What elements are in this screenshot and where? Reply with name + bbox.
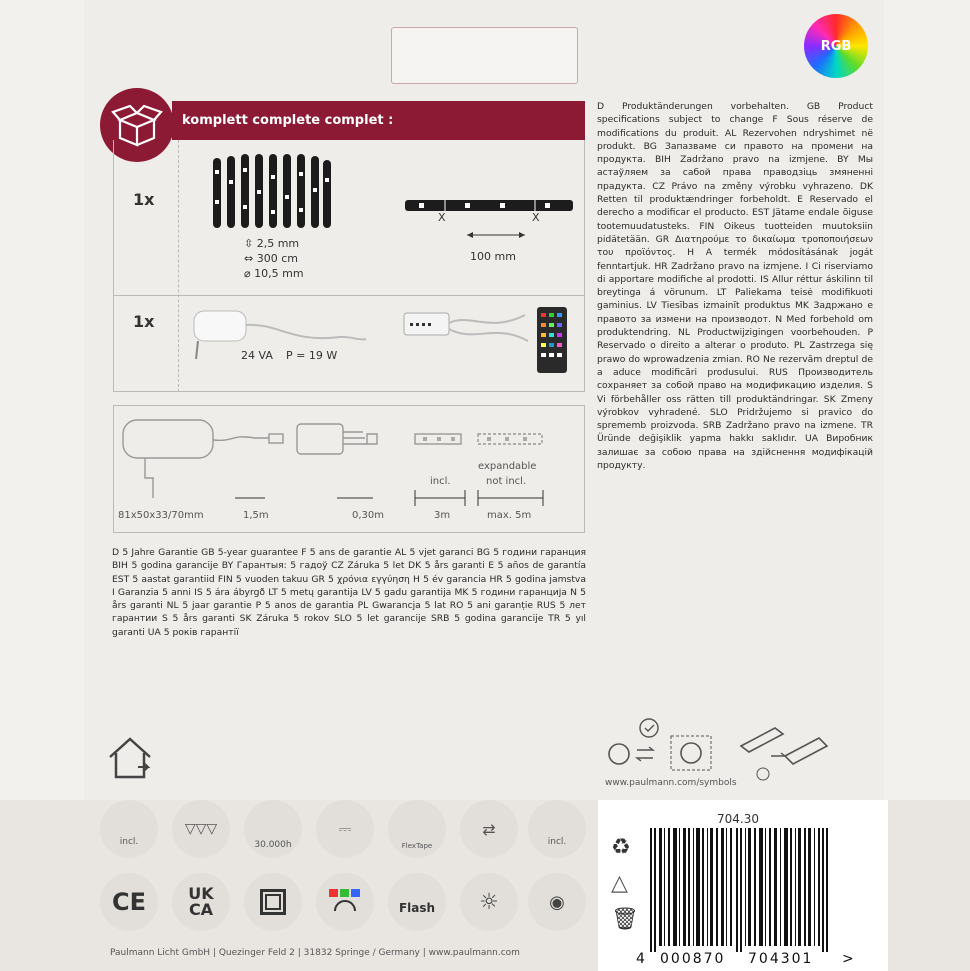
controller-image bbox=[400, 303, 530, 353]
controller-cable-length: 0,30m bbox=[352, 510, 385, 521]
max-length: max. 5m bbox=[487, 510, 532, 521]
symbols-url[interactable]: www.paulmann.com/symbols bbox=[605, 778, 737, 788]
strip-segment-image bbox=[405, 196, 575, 226]
cut-distance: 100 mm bbox=[470, 250, 516, 263]
adapter-dimensions: 81x50x33/70mm bbox=[118, 510, 204, 521]
rgb-badge bbox=[804, 14, 868, 78]
legal-notice: D Produktänderungen vorbehalten. GB Product specifications subject to change F Sous réserve de modifications du produit. AL Rezervohen ndryshimet në produkt. BG Запазваме си правото на промени на продукта. BIH Zadržano pravo na izmjene. BY Мы астаўляем за сабой права праводзіць змяненні прадукта. CZ Právo na změny výrobku vyhrazeno. DK Retten til produktændringer forbeholdt. E Reservado el derecho a modificar el producto. EST Jätame endale õiguse tootemuudatusteks. FIN Oikeus tuotteiden muutoksiin pidätetään. GR Διατηρούμε το δικαίωμα τροποποιήσεων του προϊόντος. H A termék módosításának jogát fenntartjuk. HR Zadržano pravo na izmjene. I Ci riserviamo di apportare modifiche al prodotti. IS Allur réttur áskilinn til breytinga á vörunum. LT Paliekama teisė modifikuoti gaminius. LV Tiesības izmainīt produktus MK Задржано е правото за измени на производот. N Med forbehold om produktendring. NL Productwijzigingen voorbehouden. P Reservado o direito a alterar o produto. PL Zastrzega się prawo do wprowadzenia zmian. RO Ne rezervăm dreptul de a aduce modificări produsului. RUS Производитель сохраняет за собой право на модификацию изделия. S Vi förbehåller oss rätten till produktändringar. SK Zmeny výrobkov vyhradené. SLO Pridržujemo si pravico do sprememb proizvoda. SRB Zadržano pravo na izmene. TR Üründe değişiklik yapma hakkı saklıdır. UA Виробник залишає за собою права на здійснення модифікацій продукту. bbox=[597, 101, 873, 472]
lifetime-hours: 30.000h bbox=[254, 840, 292, 850]
power-adapter-image bbox=[190, 303, 370, 363]
installation-clip-icon bbox=[735, 716, 831, 786]
expandable-label: expandable bbox=[478, 461, 537, 472]
dimension-drawing bbox=[115, 412, 585, 507]
row2-quantity: 1x bbox=[133, 312, 155, 331]
barcode-image bbox=[650, 828, 850, 952]
strip-length: ⇔ 300 cm bbox=[244, 252, 298, 265]
strip-width: ⌀ 10,5 mm bbox=[244, 267, 304, 280]
strip-height: ⇳ 2,5 mm bbox=[244, 237, 300, 250]
sensor-incl-icon bbox=[528, 800, 586, 858]
ce-mark-icon bbox=[100, 873, 158, 931]
flash-label: Flash bbox=[398, 901, 436, 915]
rgb-badge-text: RGB bbox=[820, 38, 852, 54]
barcode-group-1: 000870 bbox=[660, 951, 726, 967]
barcode-first-digit: 4 bbox=[636, 951, 645, 967]
adapter-power: 24 VA bbox=[241, 349, 273, 362]
adapter-cable-length: 1,5m bbox=[243, 510, 269, 521]
remote-control-image bbox=[535, 305, 569, 375]
remote-incl-label: incl. bbox=[119, 837, 139, 847]
adapter-wattage: P = 19 W bbox=[286, 349, 338, 362]
flash-mode-icon bbox=[388, 873, 446, 931]
light-color-switch-icon bbox=[601, 716, 717, 772]
cut-mark-right: X bbox=[532, 211, 540, 224]
guarantee-notice: D 5 Jahre Garantie GB 5-year guarantee F 5 ans de garantie AL 5 vjet garanci BG 5 години гаранция BIH 5 godina garancije BY Гарантыя: 5 гадоў CZ Záruka 5 let DK 5 års garanti E 5 años de garantía EST 5 aastat garantiid FIN 5 vuoden takuu GR 5 χρόνια εγγύηση H 5 év garancia HR 5 godina jamstva I Garanzia 5 anni IS 5 ára ábyrgð LT 5 metų garantija LV 5 gadu garantija MK 5 години гаранција N 5 års garanti NL 5 jaar garantie P 5 anos de garantia PL Gwarancja 5 lat RO 5 ani garanție RUS 5 лет гарантии S 5 års garanti SK Záruka 5 rokov SLO 5 let garancije SRB 5 godina garancije TR 5 yıl garanti UA 5 років гарантії bbox=[112, 547, 586, 638]
ukca-mark-icon bbox=[172, 873, 230, 931]
flextape-icon bbox=[388, 800, 446, 858]
kit-column-divider bbox=[178, 140, 180, 392]
dimmable-steps-icon: ▽▽▽ bbox=[172, 800, 230, 858]
not-included-label: not incl. bbox=[486, 476, 527, 487]
weee-bin-icon: 🗑 bbox=[611, 907, 639, 932]
plug-adapter-icon: ⎓ bbox=[316, 800, 374, 858]
ukca-top: UK bbox=[188, 884, 214, 903]
blank-label-field bbox=[391, 27, 578, 84]
contents-banner: komplett complete complet : bbox=[172, 101, 585, 140]
lifetime-clock-icon bbox=[244, 800, 302, 858]
barcode-end-mark: > bbox=[842, 951, 854, 967]
kit-row-divider bbox=[113, 295, 585, 296]
connector-icon: ⇄ bbox=[460, 800, 518, 858]
manufacturer-address: Paulmann Licht GmbH | Quezinger Feld 2 | 31832 Springe / Germany | www.paulmann.com bbox=[110, 948, 520, 958]
row1-quantity: 1x bbox=[133, 190, 155, 209]
strip-specs bbox=[244, 236, 304, 281]
rgb-color-icon bbox=[316, 873, 374, 931]
cut-mark-left: X bbox=[438, 211, 446, 224]
article-number: 704.30 bbox=[717, 812, 759, 826]
included-length: 3m bbox=[434, 510, 451, 521]
ce-mark-text: CE bbox=[111, 888, 146, 916]
dimmer-sun-icon: ☼ bbox=[460, 873, 518, 931]
indoor-use-icon bbox=[104, 731, 156, 783]
flextape-label: FlexTape bbox=[401, 842, 433, 850]
remote-incl-icon bbox=[100, 800, 158, 858]
included-label: incl. bbox=[430, 476, 451, 487]
sensor-incl-label: incl. bbox=[547, 837, 567, 847]
ukca-bottom: CA bbox=[188, 900, 214, 919]
led-strip-coil-image bbox=[205, 150, 335, 230]
remote-app-icon: ◉ bbox=[528, 873, 586, 931]
barcode-group-2: 704301 bbox=[748, 951, 814, 967]
recycling-triangle-icon: △ bbox=[611, 871, 628, 896]
protection-class-icon bbox=[244, 873, 302, 931]
recycle-icon: ♻ bbox=[611, 835, 631, 860]
cut-distance-arrow bbox=[445, 228, 545, 242]
